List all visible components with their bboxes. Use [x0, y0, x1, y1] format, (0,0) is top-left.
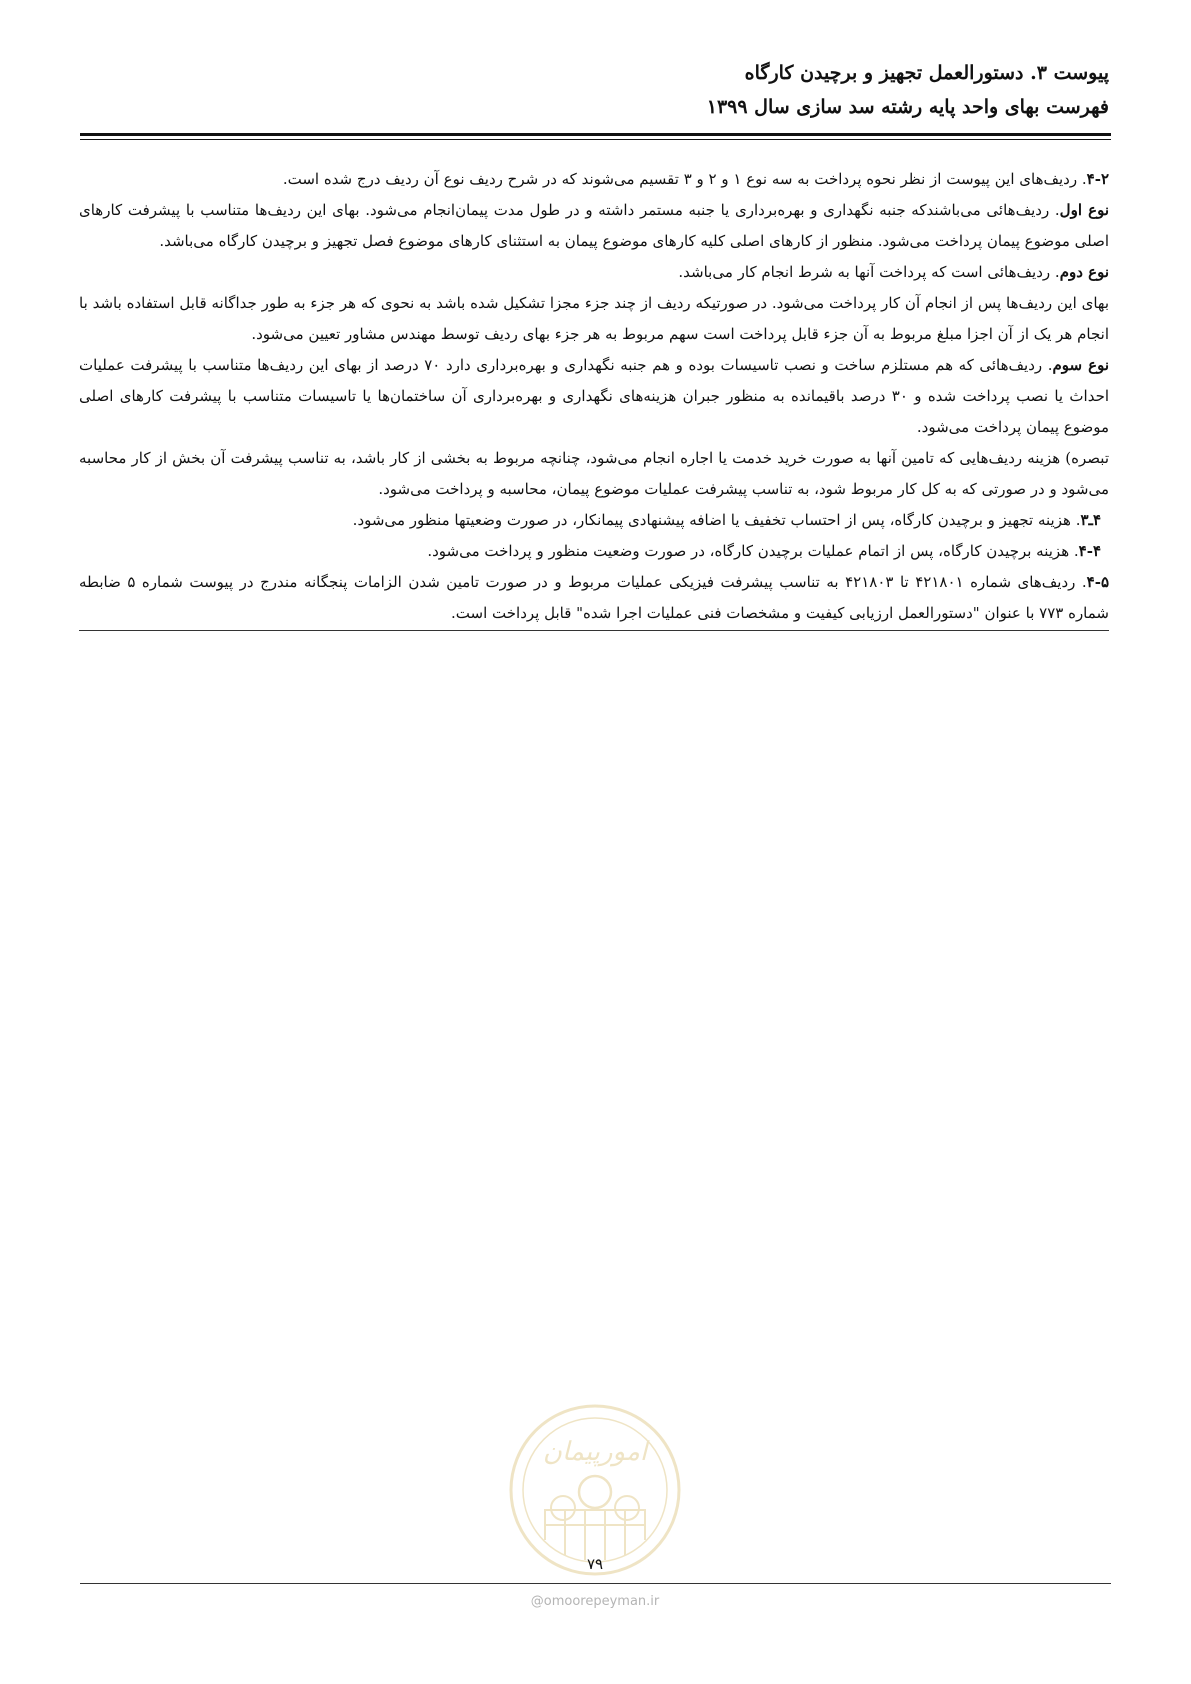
- type-label: نوع سوم: [1052, 356, 1110, 374]
- paragraph-text: . ردیف‌های شماره ۴۲۱۸۰۱ تا ۴۲۱۸۰۳ به تناسب پیشرفت فیزیکی عملیات مربوط و در صورت تامین شدن الزامات پنجگانه مندرج در پیوست شماره ۵ ضابطه شماره ۷۷۳ با عنوان "دستورالعمل ارزیابی کیفیت و مشخصات فنی عملیات اجرا شده" قابل پرداخت است.: [79, 573, 1109, 622]
- paragraph-text: . ردیف‌هائی است که پرداخت آنها به شرط انجام کار می‌باشد.: [678, 263, 1060, 281]
- page-header: [79, 56, 1109, 124]
- paragraph-4-5: [79, 567, 1109, 631]
- paragraph-text: تبصره) هزینه ردیف‌هایی که تامین آنها به صورت خرید خدمت یا اجاره انجام می‌شود، چنانچه مربوط به بخشی از کار باشد، به تناسب پیشرفت آن بخش از کار محاسبه می‌شود و در صورتی که به کل کار مربوط شود، به تناسب پیشرفت عملیات موضوع پیمان، محاسبه و پرداخت می‌شود.: [79, 449, 1109, 498]
- paragraph-type-three: [79, 350, 1109, 443]
- footer-website: @omoorepeyman.ir: [530, 1594, 660, 1609]
- paragraph-text: . ردیف‌هائی که هم مستلزم ساخت و نصب تاسیسات بوده و هم جنبه نگهداری و بهره‌برداری دارد ۷۰ درصد از بهای این ردیف‌ها متناسب با پیشرفت عملیات احداث یا نصب پرداخت شده و ۳۰ درصد باقیمانده به منظور جبران هزینه‌های نگهداری و بهره‌برداری آن ساختمان‌ها یا تاسیسات متناسب با پیشرفت کارهای اصلی موضوع پیمان پرداخت می‌شود.: [79, 356, 1110, 436]
- header-list-title: فهرست بهای واحد پایه رشته سد سازی سال ۱۳۹۹: [706, 96, 1109, 118]
- paragraph-type-two-detail: [79, 288, 1109, 350]
- paragraph-4-2: [79, 164, 1109, 195]
- paragraph-text: . ردیف‌های این پیوست از نظر نحوه پرداخت به سه نوع ۱ و ۲ و ۳ تقسیم می‌شوند که در شرح ردیف نوع آن ردیف درج شده است.: [282, 170, 1087, 188]
- paragraph-type-two: [79, 257, 1109, 288]
- header-divider-thin: [80, 139, 1111, 140]
- page-number: ۷۹: [586, 1555, 604, 1573]
- header-divider-thick: [80, 133, 1111, 136]
- clause-number: ۴-۴: [1078, 542, 1101, 560]
- document-body: [79, 164, 1109, 631]
- clause-number: ۴-۵: [1086, 573, 1109, 591]
- paragraph-text: . هزینه برچیدن کارگاه، پس از اتمام عملیات برچیدن کارگاه، در صورت وضعیت منظور و پرداخت می‌شود.: [427, 542, 1079, 560]
- paragraph-note: [79, 443, 1109, 505]
- type-label: نوع اول: [1059, 201, 1109, 219]
- paragraph-text: بهای این ردیف‌ها پس از انجام آن کار پرداخت می‌شود. در صورتیکه ردیف از چند جزء مجزا تشکیل شده باشد به نحوی که هر جزء به طور جداگانه قابل استفاده باشد با انجام هر یک از آن اجزا مبلغ مربوط به آن جزء قابل پرداخت است سهم مربوط به هر جزء بهای ردیف توسط مهندس مشاور تعیین می‌شود.: [79, 294, 1109, 343]
- paragraph-text: . ردیف‌هائی می‌باشندکه جنبه نگهداری و بهره‌برداری یا جنبه مستمر داشته و در طول مدت پیمان‌انجام می‌شود. بهای این ردیف‌ها متناسب با پیشرفت کارهای اصلی موضوع پیمان پرداخت می‌شود. منظور از کارهای اصلی کلیه کارهای موضوع پیمان به استثنای کارهای موضوع فصل تجهیز و برچیدن کارگاه می‌باشد.: [79, 201, 1109, 250]
- paragraph-type-one: [79, 195, 1109, 257]
- header-appendix-title: پیوست ۳. دستورالعمل تجهیز و برچیدن کارگاه: [744, 62, 1109, 84]
- type-label: نوع دوم: [1059, 263, 1109, 281]
- clause-number: ۴ـ۳: [1080, 511, 1101, 529]
- clause-number: ۴-۲: [1086, 170, 1109, 188]
- paragraph-4-4: [79, 536, 1109, 567]
- seal-logo-text: امورپیمان: [542, 1437, 648, 1467]
- paragraph-4-3: [79, 505, 1109, 536]
- footer-divider: [80, 1583, 1111, 1584]
- paragraph-text: . هزینه تجهیز و برچیدن کارگاه، پس از احتساب تخفیف یا اضافه پیشنهادی پیمانکار، در صورت وضعیتها منظور می‌شود.: [352, 511, 1081, 529]
- omoorepeyman-seal-icon: [505, 1400, 685, 1580]
